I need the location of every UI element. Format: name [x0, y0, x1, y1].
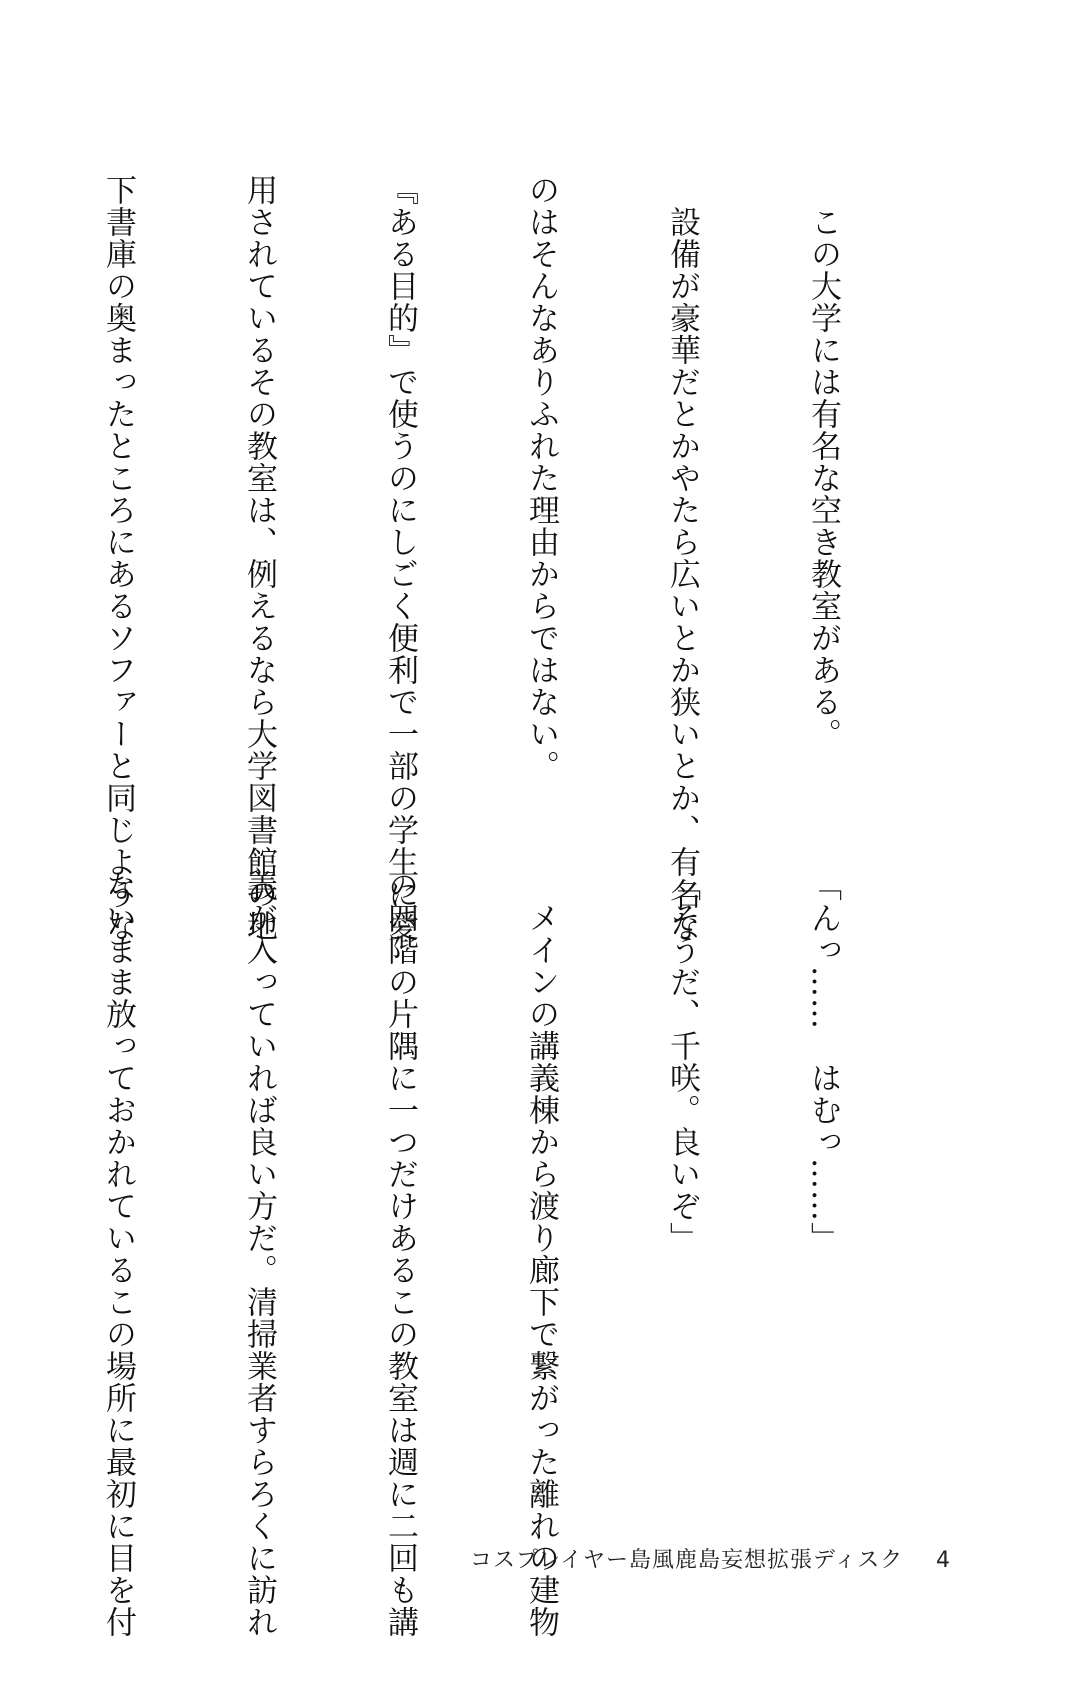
page-number: 4 — [936, 1548, 950, 1573]
text-line: 用されているその教室は、例えるなら大学図書館の地 — [241, 174, 277, 942]
text-line: この大学には有名な空き教室がある。 — [805, 174, 841, 750]
text-line: メインの講義棟から渡り廊下で繋がった離れの建物 — [523, 870, 559, 1638]
text-line: 義が入っていれば良い方だ。清掃業者すらろくに訪れ — [241, 870, 277, 1638]
page-footer — [470, 1547, 950, 1575]
text-line: ないまま放っておかれているこの場所に最初に目を付 — [100, 870, 136, 1638]
text-line: のはそんなありふれた理由からではない。 — [523, 174, 559, 782]
text-line: 『ある目的』で使うのにしごく便利で一部の学生に愛 — [382, 174, 418, 942]
text-line: 「そうだ、千咲。良いぞ」 — [664, 870, 700, 1254]
upper-text-block — [0, 174, 940, 942]
text-line: 下書庫の奥まったところにあるソファーと同じような — [100, 174, 136, 942]
text-line: 「んっ…… はむっ……」 — [805, 870, 841, 1254]
book-title: コスプレイヤー島風鹿島妄想拡張ディスク — [470, 1548, 904, 1573]
text-line: 設備が豪華だとかやたら広いとか狭いとか、有名な — [664, 174, 700, 942]
text-line: の四階の片隅に一つだけあるこの教室は週に二回も講 — [382, 870, 418, 1638]
